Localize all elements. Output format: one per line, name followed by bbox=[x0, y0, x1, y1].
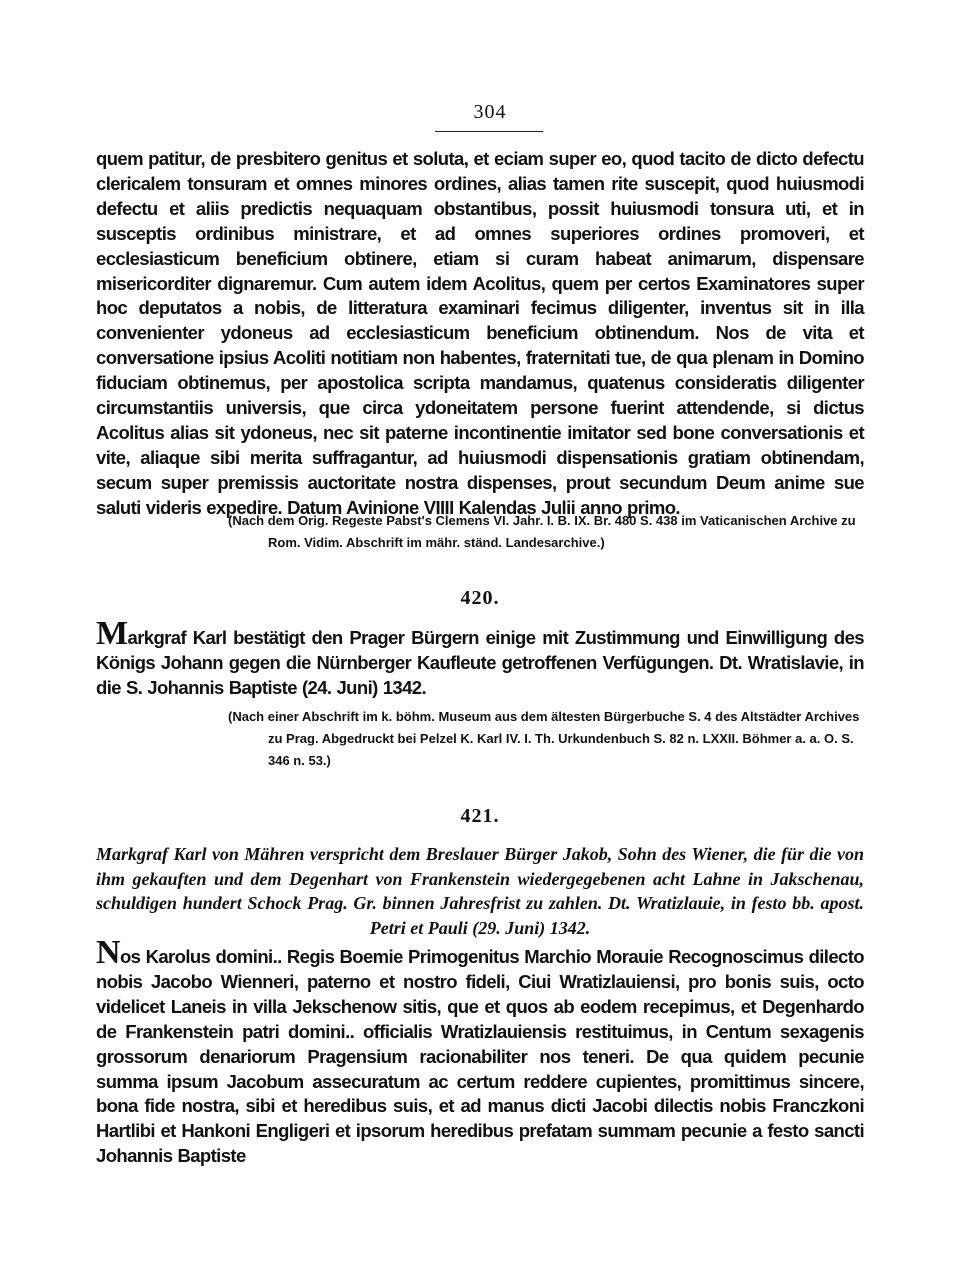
drop-cap-421: N bbox=[96, 934, 120, 971]
source-note-previous: (Nach dem Orig. Regeste Pabst's Clemens VI. Jahr. I. B. IX. Br. 480 S. 438 im Vaticanischen Archive zu Rom. Vidim. Abschrift im mähr. ständ. Landesarchive.) bbox=[228, 513, 856, 550]
charter-421-text bbox=[96, 934, 864, 1169]
charter-421-body: os Karolus domini.. Regis Boemie Primogenitus Marchio Morauie Recognoscimus dilecto nobis Jacobo Wienneri, paterno et nostro fideli, Ciui Wratizlauiensi, pro bonis suis, octo videlicet Laneis in villa Jekschenow sitis, que et quos ab eodem recepimus, et Degenhardo de Frankenstein patri domini.. officialis Wratizlauiensis restituimus, in Centum sexagenis grossorum denariorum Pragensium racionabiliter nos teneri. De qua quidem pecunie summa ipsum Jacobum assecuratum ac certum reddere cupientes, promittimus sincere, bona fide nostra, sibi et heredibus suis, et ad manus dicti Jacobi dilectis nobis Franczkoni Hartlibi et Hankoni Engligeri et ipsorum heredibus prefatam summam pecunie a festo sancti Johannis Baptiste bbox=[96, 946, 864, 1167]
regest-420-text: arkgraf Karl bestätigt den Prager Bürgern einige mit Zustimmung und Einwilligung des Königs Johann gegen die Nürnberger Kaufleute getroffenen Verfügungen. Dt. Wratislavie, in die S. Johannis Baptiste (24. Juni) 1342. bbox=[96, 627, 864, 698]
continued-charter-text bbox=[96, 147, 864, 521]
header-rule bbox=[435, 131, 543, 132]
document-number-421: 421. bbox=[460, 805, 500, 827]
charter-421-paragraph bbox=[96, 934, 864, 1169]
charter-paragraph: quem patitur, de presbitero genitus et soluta, et eciam super eo, quod tacito de dicto defectu clericalem tonsuram et omnes minores ordines, alias tamen rite suscepit, quod huiusmodi defectu et aliis predictis nequaquam obstantibus, possit huiusmodi tonsura uti, et in susceptis ordinibus ministrare, et ad omnes superiores ordines promoveri, et ecclesiasticum beneficium obtinere, etiam si curam habeat animarum, dispensare misericorditer dignaremur. Cum autem idem Acolitus, quem per certos Examinatores super hoc deputatos a nobis, de litteratura examinari fecimus diligenter, inventus sit in illa convenienter ydoneus ad ecclesiasticum beneficium obtinendum. Nos de vita et conversatione ipsius Acoliti notitiam non habentes, fraternitati tue, de qua plenam in Domino fiduciam obtinemus, per apostolica scripta mandamus, quatenus consideratis diligenter circumstantiis universis, que circa ydoneitatem persone fuerint attendende, si dictus Acolitus alias sit ydoneus, nec sit paterne incontinentie imitator sed bone conversationis et vite, aliaque sibi merita suffragantur, ad huiusmodi dispensationis gratiam obtinendam, secum super premissis auctoritate nostra dispenses, prout secundum Deum anime sue saluti videris expedire. Datum Avinione VIIII Kalendas Julii anno primo. bbox=[96, 148, 864, 518]
source-note-420: (Nach einer Abschrift im k. böhm. Museum aus dem ältesten Bürgerbuche S. 4 des Altstädter Archives zu Prag. Abgedruckt bei Pelzel K. Karl IV. I. Th. Urkundenbuch S. 82 n. LXXII. Böhmer a. a. O. S. 346 n. 53.) bbox=[228, 709, 860, 768]
regest-421: Markgraf Karl von Mähren verspricht dem Breslauer Bürger Jakob, Sohn des Wiener, die für die von ihm gekauften und dem Degenhart von Frankenstein wiedergegebenen acht Lahne in Jakschenau, schuldigen hundert Schock Prag. Gr. binnen Jahresfrist zu zahlen. Dt. Wratizlauie, in festo bb. apost. Petri et Pauli (29. Juni) 1342. bbox=[96, 844, 864, 938]
document-number-420: 420. bbox=[460, 587, 500, 609]
page-number: 304 bbox=[473, 101, 507, 123]
regest-420 bbox=[96, 615, 864, 700]
drop-cap-420: M bbox=[96, 615, 128, 652]
